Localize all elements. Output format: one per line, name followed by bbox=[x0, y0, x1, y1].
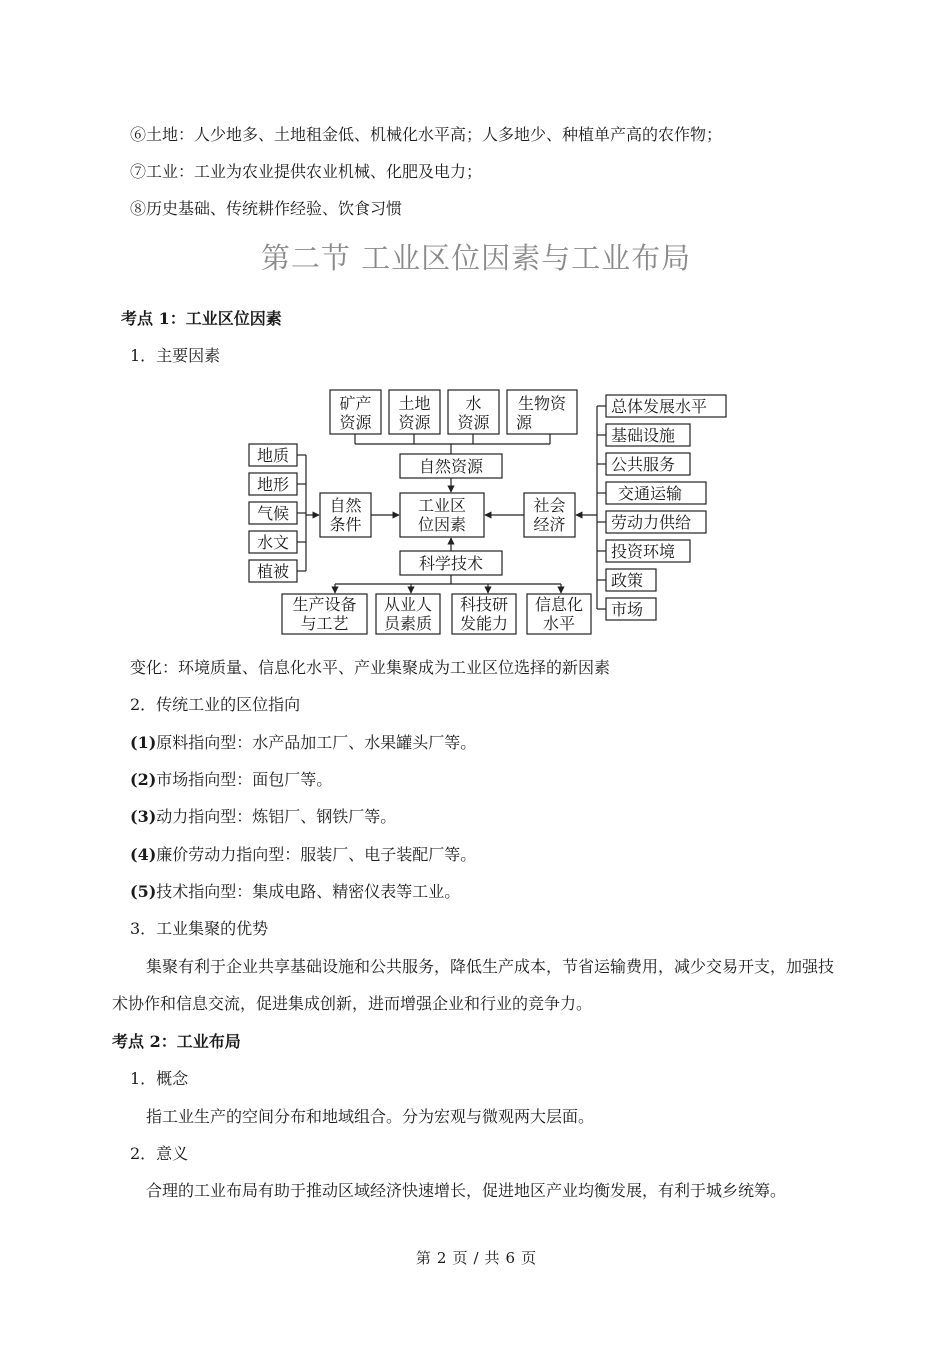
agglomeration-line2: 术协作和信息交流，促进集成创新，进而增强企业和行业的竞争力。 bbox=[112, 994, 593, 1013]
right-item-5: 投资环境 bbox=[611, 542, 676, 561]
center-line1: 工业区 bbox=[417, 496, 467, 515]
bottom-box-0-line2: 与工艺 bbox=[300, 614, 349, 633]
left-item-0: 地质 bbox=[256, 446, 290, 465]
kaodian2-heading: 考点 2：工业布局 bbox=[112, 1032, 241, 1051]
top-box-2-line2: 资源 bbox=[457, 413, 490, 432]
bottom-box-2-line1: 科技研 bbox=[459, 595, 509, 614]
right-item-1: 基础设施 bbox=[611, 426, 676, 445]
kaodian2-item2: 2．意义 bbox=[130, 1144, 189, 1163]
natural-conditions-line1: 自然 bbox=[329, 496, 362, 515]
top-box-0-line1: 矿产 bbox=[339, 394, 372, 413]
socio-economic-line2: 经济 bbox=[533, 515, 566, 534]
significance-text: 合理的工业布局有助于推动区域经济快速增长，促进地区产业均衡发展，有利于城乡统筹。 bbox=[146, 1181, 787, 1200]
bottom-box-0-line1: 生产设备 bbox=[292, 595, 357, 614]
bottom-box-3-line1: 信息化 bbox=[534, 595, 584, 614]
top-box-2-line1: 水 bbox=[465, 394, 482, 413]
right-item-7: 市场 bbox=[611, 600, 644, 619]
center-line2: 位因素 bbox=[417, 515, 467, 534]
section-title: 第二节 工业区位因素与工业布局 bbox=[260, 241, 692, 275]
agglomeration-line1: 集聚有利于企业共享基础设施和公共服务，降低生产成本，节省运输费用，减少交易开支，加强技 bbox=[146, 957, 835, 976]
orientation-4: (4)廉价劳动力指向型：服装厂、电子装配厂等。 bbox=[130, 845, 477, 864]
bottom-box-1-line1: 从业人 bbox=[383, 595, 433, 614]
top-box-0-line2: 资源 bbox=[339, 413, 372, 432]
top-box-1-line1: 土地 bbox=[398, 394, 431, 413]
top-box-1-line2: 资源 bbox=[398, 413, 431, 432]
orientation-2: (2)市场指向型：面包厂等。 bbox=[130, 770, 333, 789]
left-item-3: 水文 bbox=[256, 533, 290, 552]
orientation-5: (5)技术指向型：集成电路、精密仪表等工业。 bbox=[130, 882, 461, 901]
bottom-box-2-line2: 发能力 bbox=[459, 614, 509, 633]
orientation-1: (1)原料指向型：水产品加工厂、水果罐头厂等。 bbox=[130, 733, 477, 752]
bottom-box-1-line2: 员素质 bbox=[383, 614, 433, 633]
left-item-2: 气候 bbox=[256, 504, 290, 523]
page-footer: 第 2 页 / 共 6 页 bbox=[415, 1249, 537, 1267]
concept-text: 指工业生产的空间分布和地域组合。分为宏观与微观两大层面。 bbox=[146, 1107, 595, 1126]
kaodian1-item1: 1．主要因素 bbox=[130, 346, 221, 365]
change-line: 变化：环境质量、信息化水平、产业集聚成为工业区位选择的新因素 bbox=[130, 658, 611, 677]
left-item-1: 地形 bbox=[256, 475, 290, 494]
right-item-3: 交通运输 bbox=[618, 484, 683, 503]
kaodian1-item3: 3．工业集聚的优势 bbox=[130, 919, 269, 938]
kaodian1-item2: 2．传统工业的区位指向 bbox=[130, 695, 301, 714]
socio-economic-line1: 社会 bbox=[533, 496, 566, 515]
science-tech-label: 科学技术 bbox=[418, 554, 484, 573]
location-factors-diagram bbox=[240, 383, 740, 643]
intro-line-6: ⑥土地：人少地多、土地租金低、机械化水平高；人多地少、种植单产高的农作物； bbox=[130, 125, 723, 144]
kaodian1-heading: 考点 1：工业区位因素 bbox=[121, 309, 282, 328]
bottom-box-3-line2: 水平 bbox=[542, 614, 576, 633]
natural-conditions-line2: 条件 bbox=[329, 515, 362, 534]
right-item-6: 政策 bbox=[611, 571, 644, 590]
intro-line-7: ⑦工业：工业为农业提供农业机械、化肥及电力； bbox=[130, 162, 483, 181]
top-box-3-line2: 源 bbox=[515, 413, 533, 432]
right-item-0: 总体发展水平 bbox=[611, 397, 708, 416]
natural-resources-label: 自然资源 bbox=[418, 457, 484, 476]
right-item-2: 公共服务 bbox=[611, 455, 676, 474]
top-box-3-line1: 生物资 bbox=[517, 394, 567, 413]
intro-line-8: ⑧历史基础、传统耕作经验、饮食习惯 bbox=[130, 199, 403, 218]
orientation-3: (3)动力指向型：炼铝厂、钢铁厂等。 bbox=[130, 807, 397, 826]
left-item-4: 植被 bbox=[256, 562, 290, 581]
kaodian2-item1: 1．概念 bbox=[130, 1069, 189, 1088]
right-item-4: 劳动力供给 bbox=[611, 513, 692, 532]
